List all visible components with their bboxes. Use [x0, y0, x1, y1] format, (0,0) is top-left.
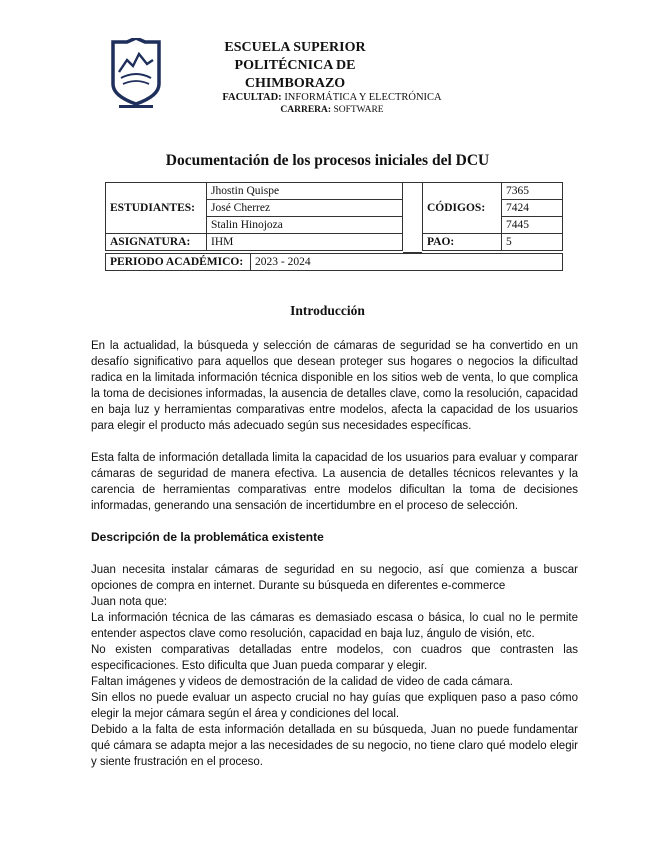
period-table: [105, 253, 563, 271]
problem-line: Debido a la falta de esta información detallada en su búsqueda, Juan no puede fundamentar qué cámara se adapta mejor a las necesidades de su negocio, no tiene claro qué modelo elegir y siente frustración en el proceso.: [91, 724, 578, 768]
problem-line: Faltan imágenes y videos de demostración de la calidad de video de cada cámara.: [91, 676, 513, 688]
problem-line: No existen comparativas detalladas entre modelos, con cuadros que contrasten las especificaciones. Esto dificulta que Juan pueda comparar y elegir.: [91, 644, 578, 672]
career-label: CARRERA:: [280, 105, 332, 115]
faculty-value: INFORMÁTICA Y ELECTRÓNICA: [284, 92, 442, 103]
problem-line: La información técnica de las cámaras es demasiado escasa o básica, lo cual no le permite entender aspectos clave como resolución, capacidad en baja luz, ángulo de visión, etc.: [91, 612, 578, 640]
school-name: [180, 39, 410, 93]
problem-description: [91, 562, 578, 770]
period-value: 2023 - 2024: [251, 254, 563, 271]
document-title: Documentación de los procesos iniciales del DCU: [165, 152, 490, 169]
subject-label: ASIGNATURA:: [106, 234, 207, 251]
problem-heading: Descripción de la problemática existente: [91, 530, 324, 544]
students-label: ESTUDIANTES:: [106, 183, 207, 234]
codes-table: [422, 182, 563, 251]
paragraph-1: En la actualidad, la búsqueda y selección de cámaras de seguridad se ha convertido en un desafío significativo para aquellos que desean proteger sus hogares o negocios la dificultad radica en la limitada información técnica disponible en los sitios web de venta, lo que complica la toma de decisiones informadas, la ausencia de detalles clave, como la resolución, capacidad en baja luz y herramientas comparativas entre modelos, afecta la capacidad de los usuarios para elegir el producto más adecuado según sus necesidades específicas.: [91, 340, 578, 432]
subject-value: IHM: [207, 234, 403, 251]
students-table: [105, 182, 403, 251]
paragraph-2: Esta falta de información detallada limita la capacidad de los usuarios para evaluar y comparar cámaras de seguridad de manera efectiva. La ausencia de detalles técnicos relevantes y la carencia de herramientas comparativas entre modelos dificultan la toma de decisiones informadas, generando una sensación de incertidumbre en el proceso de selección.: [91, 452, 578, 512]
problem-line: Juan necesita instalar cámaras de seguridad en su negocio, así que comienza a buscar opciones de compra en internet. Durante su búsqueda en diferentes e-commerce: [91, 564, 578, 592]
career: [200, 104, 464, 116]
school-name-line1: ESCUELA SUPERIOR POLITÉCNICA DE: [224, 40, 366, 73]
code-3: 7445: [502, 217, 563, 234]
student-3: Stalin Hinojoza: [207, 217, 403, 234]
intro-title: Introducción: [290, 303, 365, 318]
espoch-logo: [107, 38, 165, 110]
code-2: 7424: [502, 200, 563, 217]
code-1: 7365: [502, 183, 563, 200]
problem-line: Sin ellos no puede evaluar un aspecto crucial no hay guías que expliquen paso a paso cómo elegir la mejor cámara según el área y condiciones del local.: [91, 692, 578, 720]
career-value: SOFTWARE: [333, 105, 384, 115]
pao-value: 5: [502, 234, 563, 251]
school-name-line2: CHIMBORAZO: [244, 76, 346, 91]
period-label: PERIODO ACADÉMICO:: [106, 254, 251, 271]
pao-label: PAO:: [423, 234, 502, 251]
table-gap: [403, 182, 422, 253]
student-2: José Cherrez: [207, 200, 403, 217]
student-1: Jhostin Quispe: [207, 183, 403, 200]
faculty: [200, 91, 464, 104]
codes-label: CÓDIGOS:: [423, 183, 502, 234]
problem-line: Juan nota que:: [91, 596, 168, 608]
faculty-label: FACULTAD:: [222, 92, 282, 103]
